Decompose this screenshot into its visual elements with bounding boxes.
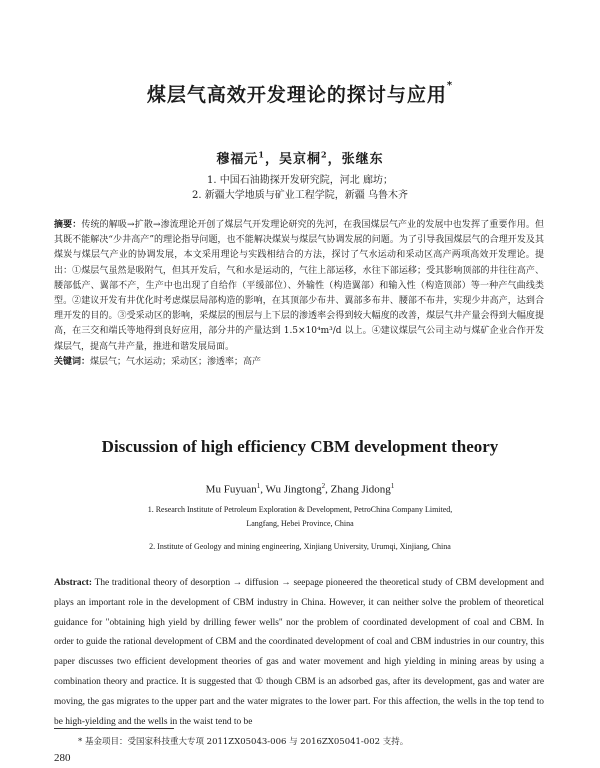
english-abstract-label: Abstract: [54,578,93,588]
chinese-affiliation-1: 1. 中国石油勘探开发研究院，河北 廊坊； [207,175,393,186]
author-name: 张继东 [341,152,384,167]
abstract-label: 摘要： [54,220,82,230]
footnote-divider [54,728,174,729]
author-affiliation-mark: 2 [321,149,328,160]
english-title: Discussion of high efficiency CBM development theory [101,437,499,456]
author-separator: , [260,483,266,496]
chinese-abstract [54,218,544,370]
author-separator: ， [327,152,342,167]
author-affiliation-mark: 2 [321,482,326,490]
author-affiliation-mark: 1 [390,482,395,490]
abstract-body: 传统的解吸→扩散→渗流理论开创了煤层气开发理论研究的先河，在我国煤层气产业的发展中也发挥了重要作用。但其既不能解决“少井高产”的理论指导问题，也不能解决煤炭与煤层气协调发展的问题。为了引导我国煤层气的合理开发及其煤炭与煤层气产业的协调发展，本文采用理论与实践相结合的方法，探讨了气水运动和采动区高产两项高效开发理论。提出：①煤层气虽然是吸附气，但其开发后，气和水是运动的，气往上部运移，水往下部运移；受其影响顶部的井往往高产、腰部低产、翼部不产，生产中也出现了自给作（平缓部位）、外输性（构造翼部）和输入性（构造顶部）等一种产气曲线类型。②建议开发有井优化时考虑煤层局部构造的影响，在其顶部少布井、翼部多布井、腰部不布井，实现少井高产，达到合理开发的目的。③受采动区的影响，采煤层的围层与上下层的渗透率会得到较大幅度的改善，煤层气井产量会得到大幅度提高，在三交和端氏等地得到良好应用，部分井的产量达到 1.5×10⁴m³/d 以上。④建议煤层气公司主动与煤矿企业合作开发煤层气，提高气井产量，推进和谐发展局面。 [54,220,544,352]
funding-footnote: * 基金项目：受国家科技重大专项 2011ZX05043-006 与 2016ZX05041-002 支持。 [78,737,409,747]
english-affiliation-2: 2. Institute of Geology and mining engineering, Xinjiang University, Urumqi, Xinjiang, China [149,542,451,551]
page-number: 280 [54,752,71,764]
keywords-text: 煤层气；气水运动；采动区；渗透率；高产 [90,356,262,367]
author-name: 吴京桐 [278,152,321,167]
author-name: Mu Fuyuan [205,483,257,496]
author-separator: ， [264,152,279,167]
title-footnote-mark: * [446,80,454,91]
english-abstract [54,574,544,732]
author-affiliation-mark: 1 [256,482,261,490]
english-affiliation-1-line-2: Langfang, Hebei Province, China [246,519,354,528]
author-name: Wu Jingtong [265,483,322,496]
english-affiliation-1 [60,503,540,531]
chinese-title-text: 煤层气高效开发理论的探讨与应用 [146,84,447,106]
keywords-label: 关键词： [54,356,91,367]
english-affiliation-1-line-1: 1. Research Institute of Petroleum Exploration & Development, PetroChina Company Limited, [147,505,453,514]
english-authors [0,482,600,496]
author-affiliation-mark: 1 [258,149,265,160]
chinese-affiliation-2: 2. 新疆大学地质与矿业工程学院，新疆 乌鲁木齐 [192,190,408,201]
author-separator: , [325,483,331,496]
chinese-title [0,80,600,107]
author-name: Zhang Jidong [330,483,391,496]
author-name: 穆福元 [216,152,259,167]
english-abstract-body: The traditional theory of desorption → diffusion → seepage pioneered the theoretical study of CBM development and plays an important role in the development of CBM industry in China. However, it can neither solve the problem of theoretical guidance for "obtaining high yield by drilling fewer wells" nor the problem of coordinated development of coal and CBM. In order to guide the rational development of CBM and the coordinated development of coal and CBM industries in our country, this paper discusses two efficient development theories of gas and water movement and high yielding in mining areas by using a combination theory and practice. It is suggested that ① though CBM is an adsorbed gas, after its development, gas and water are moving, the gas migrates to the upper part and the water migrates to the lower part. For this affection, the wells in the top tend to be high-yielding and the wells in the waist tend to be [54,578,544,727]
chinese-authors [0,148,600,167]
